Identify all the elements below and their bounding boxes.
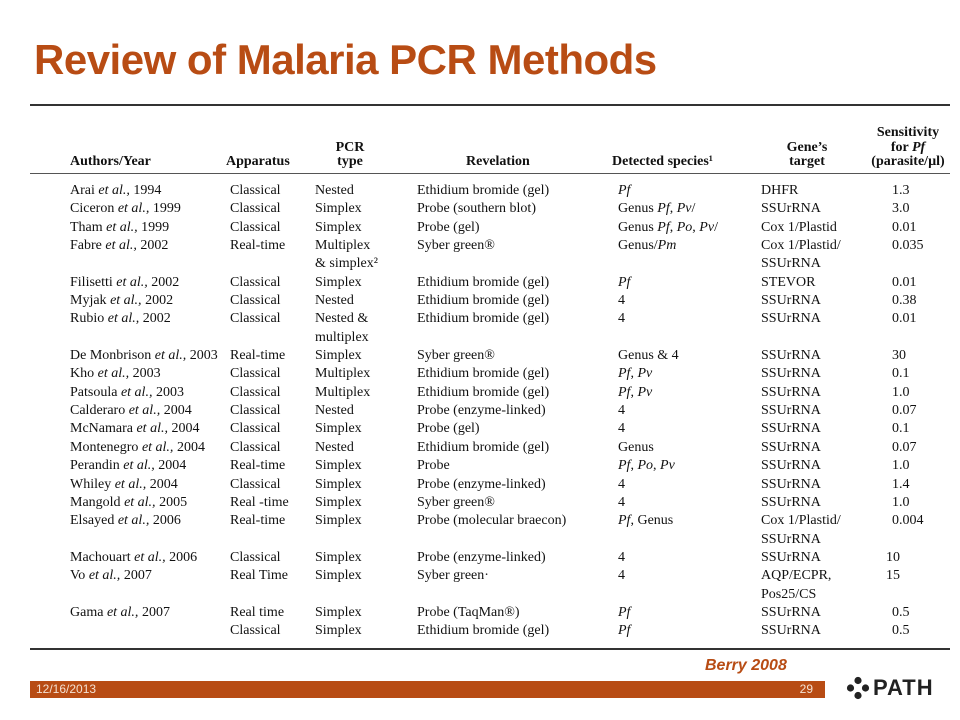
table-cell-apparatus: Classical <box>230 623 281 639</box>
table-cell-revelation: Syber green® <box>417 348 495 364</box>
column-gene-target <box>761 182 841 641</box>
table-cell-gene-target <box>761 329 841 347</box>
table-cell-sensitivity: 0.004 <box>892 513 924 529</box>
table-cell-revelation <box>417 531 566 549</box>
table-cell-pcr-type: Nested <box>315 183 354 198</box>
table-cell-revelation: Probe (molecular braecon) <box>417 513 567 529</box>
table-cell-apparatus: Classical <box>230 549 281 565</box>
table-cell-sensitivity <box>892 329 924 347</box>
table-cell-sensitivity: 15 <box>886 568 900 584</box>
table-cell-pcr-type: Simplex <box>315 513 362 529</box>
table-cell-apparatus: Real-time <box>230 458 286 474</box>
table-cell-revelation: Probe (gel) <box>417 219 480 235</box>
table-cell-detected-species: 4 <box>618 476 625 492</box>
table-cell-revelation: Ethidium bromide (gel) <box>417 293 550 309</box>
footer-date: 12/16/2013 <box>36 682 97 696</box>
table-cell-gene-target: SSUrRNA <box>761 256 821 272</box>
table-cell-pcr-type: Simplex <box>315 348 362 364</box>
table-cell-gene-target: SSUrRNA <box>761 201 821 217</box>
table-cell-author <box>70 586 218 604</box>
table-cell-apparatus: Classical <box>230 201 281 217</box>
table-cell-apparatus <box>230 531 289 549</box>
table-cell-sensitivity: 10 <box>886 549 900 565</box>
table-header-rule <box>30 173 950 174</box>
table-cell-sensitivity: 0.1 <box>892 421 910 437</box>
table-cell-gene-target: AQP/ECPR, <box>761 568 832 584</box>
table-cell-sensitivity: 3.0 <box>892 201 910 217</box>
table-cell-sensitivity: 0.035 <box>892 238 924 254</box>
table-cell-revelation: Probe (enzyme-linked) <box>417 403 546 419</box>
table-cell-revelation: Probe (enzyme-linked) <box>417 549 546 565</box>
table-cell-apparatus: Classical <box>230 476 281 492</box>
table-cell-pcr-type: Simplex <box>315 421 362 437</box>
table-cell-author: McNamara et al., 2004 <box>70 421 200 437</box>
header-apparatus: Apparatus <box>226 154 290 170</box>
column-sensitivity <box>886 182 924 641</box>
table-cell-pcr-type: Simplex <box>315 623 362 639</box>
table-cell-pcr-type: Simplex <box>315 274 362 290</box>
table-cell-apparatus: Real -time <box>230 494 289 510</box>
table-cell-author: Mangold et al., 2005 <box>70 494 188 510</box>
table-cell-author: Myjak et al., 2002 <box>70 293 174 309</box>
header-sens-line1: Sensitivity <box>876 124 940 140</box>
table-cell-author: Filisetti et al., 2002 <box>70 274 180 290</box>
table-cell-author: Machouart et al., 2006 <box>70 549 198 565</box>
header-gene-line2: target <box>789 154 825 170</box>
table-cell-detected-species: Genus Pf, Po, Pv/ <box>618 219 718 235</box>
table-cell-revelation: Ethidium bromide (gel) <box>417 183 550 198</box>
table-cell-apparatus: Classical <box>230 274 281 290</box>
table-cell-gene-target: SSUrRNA <box>761 403 821 419</box>
table-cell-detected-species: Pf, Pv <box>618 366 653 382</box>
table-cell-author: Calderaro et al., 2004 <box>70 403 192 419</box>
header-pcr-type-line2: type <box>337 154 363 170</box>
table-cell-apparatus: Classical <box>230 293 281 309</box>
table-cell-gene-target: SSUrRNA <box>761 549 821 565</box>
header-detected-species: Detected species¹ <box>612 154 713 170</box>
table-cell-detected-species <box>618 255 718 273</box>
table-cell-sensitivity <box>892 255 924 273</box>
table-cell-sensitivity <box>886 586 924 604</box>
table-cell-author: Perandin et al., 2004 <box>70 458 187 474</box>
table-cell-sensitivity <box>892 531 924 549</box>
table-cell-detected-species: Genus & 4 <box>618 348 679 364</box>
table-cell-apparatus: Classical <box>230 384 281 400</box>
table-cell-author <box>70 329 218 347</box>
table-cell-author: Ciceron et al., 1999 <box>70 201 181 217</box>
table-cell-detected-species: 4 <box>618 421 625 437</box>
header-pcr-type <box>305 118 395 170</box>
source-citation: Berry 2008 <box>705 657 787 674</box>
table-cell-revelation: Ethidium bromide (gel) <box>417 311 550 327</box>
table-cell-detected-species: Pf <box>618 604 631 620</box>
table-bottom-rule <box>30 648 950 650</box>
path-logo-text: PATH <box>873 675 934 700</box>
table-cell-apparatus: Classical <box>230 219 281 235</box>
table-cell-revelation <box>417 329 566 347</box>
table-cell-author: Arai et al., 1994 <box>70 183 162 198</box>
path-logo <box>846 675 934 701</box>
table-cell-sensitivity: 0.01 <box>892 219 917 235</box>
table-cell-pcr-type: & simplex² <box>315 256 378 272</box>
table-cell-revelation: Probe (gel) <box>417 421 480 437</box>
table-cell-detected-species: 4 <box>618 568 625 584</box>
table-cell-author: Kho et al., 2003 <box>70 366 161 382</box>
table-cell-apparatus <box>230 586 289 604</box>
table-cell-detected-species: Pf <box>618 183 631 198</box>
table-cell-revelation <box>417 255 566 273</box>
table-cell-author: De Monbrison et al., 2003 <box>70 348 218 364</box>
table-cell-sensitivity: 0.07 <box>892 439 917 455</box>
table-cell-author: Gama et al., 2007 <box>70 604 170 620</box>
column-authors <box>70 182 218 641</box>
header-revelation: Revelation <box>466 154 530 170</box>
table-cell-revelation: Probe (enzyme-linked) <box>417 476 546 492</box>
table-cell-revelation: Probe (TaqMan®) <box>417 604 520 620</box>
table-cell-apparatus: Real-time <box>230 513 286 529</box>
table-cell-pcr-type <box>315 531 378 549</box>
header-sens-line2b: Pf <box>911 139 926 155</box>
table-cell-gene-target: Cox 1/Plastid/ <box>761 238 841 254</box>
table-cell-gene-target: SSUrRNA <box>761 531 821 547</box>
table-cell-sensitivity: 1.0 <box>892 494 910 510</box>
path-logo-icon <box>846 676 870 700</box>
header-authors: Authors/Year <box>70 154 151 170</box>
column-apparatus <box>230 182 289 641</box>
table-cell-pcr-type: Simplex <box>315 476 362 492</box>
table-cell-sensitivity: 0.07 <box>892 403 917 419</box>
table-cell-revelation: Probe (southern blot) <box>417 201 536 217</box>
table-cell-detected-species <box>618 531 718 549</box>
table-cell-revelation <box>417 586 566 604</box>
table-cell-pcr-type: Nested <box>315 403 354 419</box>
table-cell-revelation: Ethidium bromide (gel) <box>417 366 550 382</box>
table-cell-sensitivity: 0.5 <box>892 623 910 639</box>
table-cell-pcr-type: Nested & <box>315 311 369 327</box>
table-cell-detected-species <box>618 586 718 604</box>
table-cell-sensitivity: 1.0 <box>892 384 910 400</box>
table-cell-pcr-type: Simplex <box>315 458 362 474</box>
table-cell-apparatus: Real Time <box>230 568 288 584</box>
table-cell-pcr-type: Simplex <box>315 549 362 565</box>
table-cell-author: Fabre et al., 2002 <box>70 238 169 254</box>
table-cell-sensitivity: 0.38 <box>892 293 917 309</box>
table-cell-author <box>70 531 218 549</box>
table-cell-pcr-type: Multiplex <box>315 366 371 382</box>
table-cell-gene-target: SSUrRNA <box>761 458 821 474</box>
table-cell-pcr-type: Simplex <box>315 201 362 217</box>
table-cell-gene-target: SSUrRNA <box>761 293 821 309</box>
table-cell-detected-species: 4 <box>618 494 625 510</box>
header-gene-line1: Gene’s <box>786 139 828 155</box>
table-cell-author: Patsoula et al., 2003 <box>70 384 184 400</box>
header-pcr-type-line1: PCR <box>335 139 365 155</box>
table-cell-author: Montenegro et al., 2004 <box>70 439 205 455</box>
table-cell-author: Vo et al., 2007 <box>70 568 152 584</box>
table-cell-gene-target: SSUrRNA <box>761 366 821 382</box>
table-cell-sensitivity: 30 <box>892 348 906 364</box>
table-cell-detected-species: Genus Pf, Pv/ <box>618 201 696 217</box>
table-cell-sensitivity: 0.1 <box>892 366 910 382</box>
table-cell-detected-species: Pf, Po, Pv <box>618 458 675 474</box>
table-cell-sensitivity: 0.01 <box>892 274 917 290</box>
table-cell-author <box>70 622 218 640</box>
table-cell-pcr-type: Nested <box>315 439 354 455</box>
table-cell-gene-target: SSUrRNA <box>761 348 821 364</box>
table-cell-sensitivity: 0.01 <box>892 311 917 327</box>
table-cell-gene-target: STEVOR <box>761 274 816 290</box>
table-cell-gene-target: SSUrRNA <box>761 604 821 620</box>
table-cell-apparatus: Real-time <box>230 348 286 364</box>
table-cell-apparatus: Classical <box>230 311 281 327</box>
table-cell-revelation: Syber green® <box>417 238 495 254</box>
table-cell-gene-target: SSUrRNA <box>761 421 821 437</box>
table-cell-gene-target: SSUrRNA <box>761 476 821 492</box>
table-cell-detected-species <box>618 329 718 347</box>
table-cell-pcr-type: Simplex <box>315 604 362 620</box>
table-cell-revelation: Ethidium bromide (gel) <box>417 439 550 455</box>
footer-bar <box>30 681 825 698</box>
table-cell-pcr-type: Multiplex <box>315 238 371 254</box>
table-cell-detected-species: Genus/Pm <box>618 238 677 254</box>
table-cell-gene-target: Cox 1/Plastid <box>761 219 837 235</box>
table-cell-gene-target: SSUrRNA <box>761 623 821 639</box>
column-detected-species <box>618 182 718 641</box>
table-cell-gene-target: Pos25/CS <box>761 586 817 602</box>
table-cell-apparatus: Real time <box>230 604 285 620</box>
table-cell-gene-target: SSUrRNA <box>761 439 821 455</box>
table-cell-apparatus: Classical <box>230 403 281 419</box>
table-cell-detected-species: Pf <box>618 274 631 290</box>
table-cell-revelation: Ethidium bromide (gel) <box>417 384 550 400</box>
header-sens-line3: (parasite/µl) <box>871 154 945 170</box>
table-cell-pcr-type: Multiplex <box>315 384 371 400</box>
table-cell-revelation: Syber green· <box>417 568 489 584</box>
slide-title: Review of Malaria PCR Methods <box>34 36 657 83</box>
page-number: 29 <box>799 682 813 696</box>
table-cell-pcr-type: Nested <box>315 293 354 309</box>
table-cell-sensitivity: 1.3 <box>892 183 910 198</box>
table-cell-gene-target: SSUrRNA <box>761 311 821 327</box>
table-cell-detected-species: Pf <box>618 623 631 639</box>
table-cell-detected-species: 4 <box>618 293 625 309</box>
table-cell-revelation: Probe <box>417 458 450 474</box>
table-cell-apparatus: Classical <box>230 366 281 382</box>
table-cell-detected-species: 4 <box>618 311 625 327</box>
table-cell-detected-species: 4 <box>618 549 625 565</box>
table-cell-author: Elsayed et al., 2006 <box>70 513 181 529</box>
table-cell-sensitivity: 0.5 <box>892 604 910 620</box>
table-cell-author <box>70 255 218 273</box>
table-cell-sensitivity: 1.4 <box>892 476 910 492</box>
column-pcr-type <box>315 182 378 641</box>
table-cell-sensitivity: 1.0 <box>892 458 910 474</box>
table-cell-revelation: Ethidium bromide (gel) <box>417 623 550 639</box>
table-top-rule <box>30 104 950 106</box>
table-cell-apparatus <box>230 329 289 347</box>
table-cell-pcr-type: Simplex <box>315 494 362 510</box>
header-sensitivity <box>860 110 956 170</box>
table-cell-author: Whiley et al., 2004 <box>70 476 178 492</box>
table-cell-pcr-type: Simplex <box>315 219 362 235</box>
table-cell-author: Tham et al., 1999 <box>70 219 170 235</box>
table-cell-gene-target: DHFR <box>761 183 799 198</box>
table-cell-pcr-type: multiplex <box>315 329 369 345</box>
table-cell-apparatus: Classical <box>230 439 281 455</box>
table-cell-pcr-type: Simplex <box>315 568 362 584</box>
table-cell-gene-target: SSUrRNA <box>761 494 821 510</box>
table-cell-gene-target: Cox 1/Plastid/ <box>761 513 841 529</box>
table-cell-apparatus <box>230 255 289 273</box>
table-cell-author: Rubio et al., 2002 <box>70 311 171 327</box>
table-cell-apparatus: Classical <box>230 421 281 437</box>
column-revelation <box>417 182 566 641</box>
table-cell-detected-species: Pf, Pv <box>618 384 653 400</box>
table-cell-revelation: Ethidium bromide (gel) <box>417 274 550 290</box>
table-cell-revelation: Syber green® <box>417 494 495 510</box>
table-cell-detected-species: 4 <box>618 403 625 419</box>
table-cell-pcr-type <box>315 586 378 604</box>
table-cell-gene-target: SSUrRNA <box>761 384 821 400</box>
table-cell-detected-species: Genus <box>618 439 654 455</box>
table-cell-apparatus: Classical <box>230 183 281 198</box>
header-gene-target <box>762 118 852 170</box>
header-sens-line2a: for <box>890 139 912 155</box>
table-cell-detected-species: Pf, Genus <box>618 513 674 529</box>
table-cell-apparatus: Real-time <box>230 238 286 254</box>
